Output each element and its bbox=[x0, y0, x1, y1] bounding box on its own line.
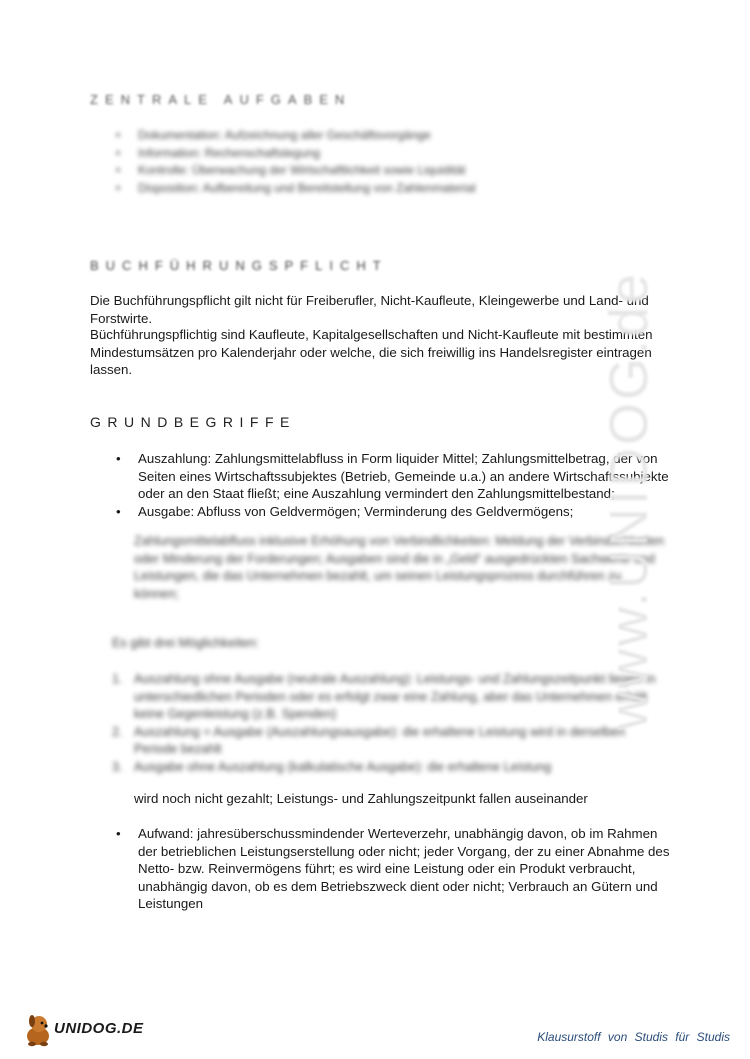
ausgabe-definition-continued: Zahlungsmittelabfluss inklusive Erhöhung von Verbindlichkeiten: Meldung der Verbindlichkeiten oder Minderung der Forderungen; Ausgaben sind die in „Geld“ ausgedrückten Sachwerte und Leistungen, die das Unternehmen bezahlt, um seinen Leistungsprozess durchführen zu können; bbox=[134, 534, 664, 601]
aufgaben-list bbox=[112, 127, 672, 197]
heading-buchfuehrungspflicht: BUCHFÜHRUNGSPFLICHT bbox=[90, 258, 388, 273]
item-text: Auszahlung ohne Ausgabe (neutrale Auszahlung): Leistungs- und Zahlungszeitpunkt liegen in unterschiedlichen Perioden oder es erfolgt zwar eine Zahlung, aber das Unternehmen erhält keine Gegenleistung (z.B. Spenden) bbox=[134, 672, 656, 721]
moeglichkeiten-title: Es gibt drei Möglichkeiten: bbox=[112, 636, 259, 650]
footer-tagline: Klausurstoff von Studis für Studis bbox=[537, 1030, 730, 1044]
item-text: Auszahlung = Ausgabe (Auszahlungsausgabe): die erhaltene Leistung wird in derselben Periode bezahlt bbox=[134, 724, 626, 756]
paragraph-buchfuehrungspflicht-2: Büchführungspflichtig sind Kaufleute, Kapitalgesellschaften und Nicht-Kaufleute mit bestimmten Mindestumsätzen pro Kalenderjahr oder welche, die sich freiwillig ins Handelsregister eintragen lassen. bbox=[90, 327, 653, 377]
list-item: • Disposition: Aufbereitung und Bereitstellung von Zahlenmaterial bbox=[112, 180, 672, 198]
list-item bbox=[112, 724, 657, 759]
list-item: • Kontrolle: Überwachung der Wirtschaftlichkeit sowie Liquidität bbox=[112, 162, 672, 180]
unidog-logo bbox=[24, 1012, 154, 1048]
heading-zentrale-aufgaben: ZENTRALE AUFGABEN bbox=[90, 92, 352, 107]
list-item: • Dokumentation: Aufzeichnung aller Geschäftsvorgänge bbox=[112, 127, 672, 145]
moeglichkeiten-item3-end: wird noch nicht gezahlt; Leistungs- und Zahlungszeitpunkt fallen auseinander bbox=[134, 791, 588, 806]
logo-text: UNIDOG.DE bbox=[54, 1020, 144, 1037]
dog-icon bbox=[24, 1012, 54, 1048]
paragraph-buchfuehrungspflicht-1: Die Buchführungspflicht gilt nicht für Freiberufler, Nicht-Kaufleute, Kleingewerbe und Land- und Forstwirte. bbox=[90, 293, 649, 326]
list-item bbox=[112, 671, 657, 724]
item-number: 3. bbox=[112, 759, 123, 774]
aufwand-list bbox=[112, 825, 672, 913]
list-item-aufwand: • Aufwand: jahresüberschussmindender Werteverzehr, unabhängig davon, ob im Rahmen der betrieblichen Leistungserstellung oder nicht; jeder Vorgang, der zu einer Abnahme des Netto- bzw. Reinvermögens führt; es wird eine Leistung oder ein Produkt verbraucht, unabhängig davon, ob es dem Betriebszweck dient oder nicht; Verbrauch an Gütern und Leistungen bbox=[112, 825, 672, 913]
list-item: • Information: Rechenschaftslegung bbox=[112, 145, 672, 163]
list-item-ausgabe: • Ausgabe: Abfluss von Geldvermögen; Verminderung des Geldvermögens; bbox=[112, 503, 672, 521]
item-text: Ausgabe ohne Auszahlung (kalkulatische Ausgabe): die erhaltene Leistung bbox=[134, 759, 552, 774]
item-number: 1. bbox=[112, 672, 123, 686]
list-item bbox=[112, 759, 657, 777]
moeglichkeiten-list bbox=[112, 671, 657, 776]
watermark-text: www.UNIDOG.de bbox=[599, 270, 659, 730]
heading-grundbegriffe: GRUNDBEGRIFFE bbox=[90, 414, 296, 430]
grundbegriffe-list bbox=[112, 450, 672, 520]
list-item-auszahlung: • Auszahlung: Zahlungsmittelabfluss in Form liquider Mittel; Zahlungsmittelbetrag, der von Seiten eines Wirtschaftssubjektes (Betrieb, Gemeinde u.a.) an andere Wirtschaftssubjekte oder an den Staat fließt; eine Auszahlung vermindert den Zahlungsmittelbestand; bbox=[112, 450, 672, 503]
item-number: 2. bbox=[112, 724, 123, 739]
